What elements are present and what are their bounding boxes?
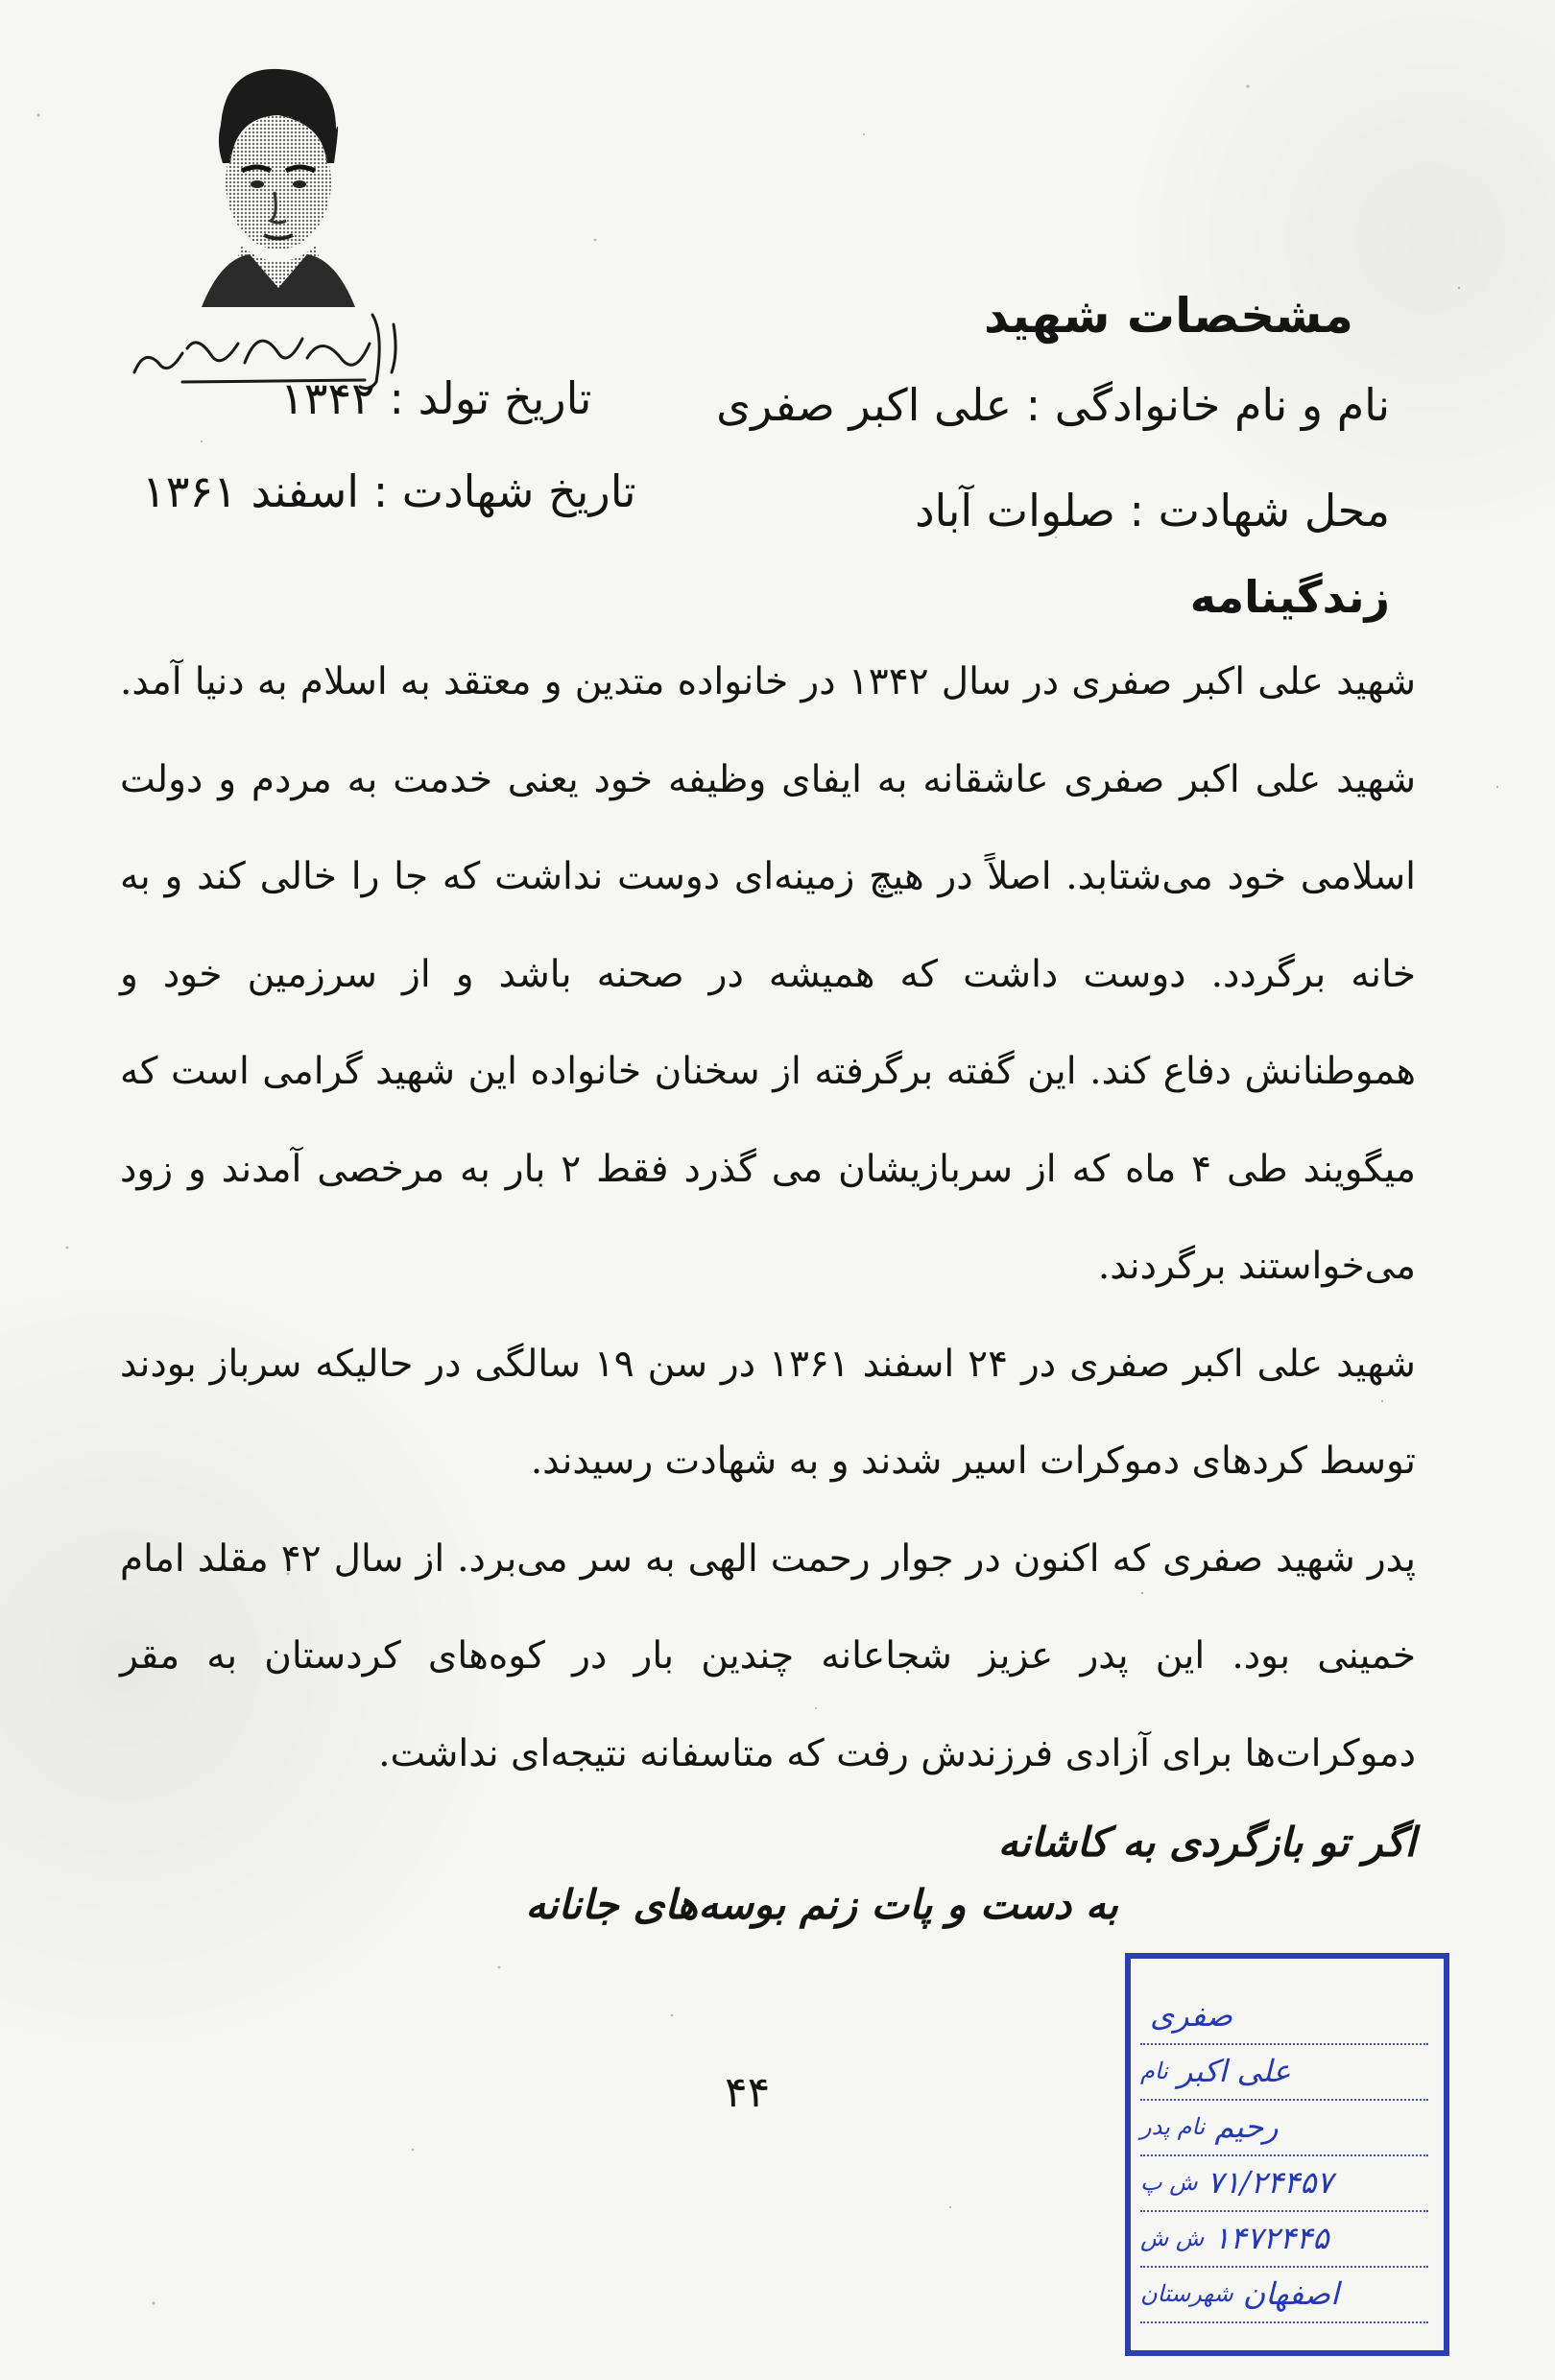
stamp-row-value: صفری (1150, 1997, 1233, 2034)
stamp-row-value: ۷۱/۲۴۴۵۷ (1207, 2164, 1333, 2201)
portrait-photo (182, 58, 365, 307)
poem-line-1: اگر تو بازگردی به کاشانه (997, 1819, 1416, 1866)
stamp-row-value: علی اکبر (1177, 2053, 1291, 2089)
record-stamp (1125, 1953, 1449, 2356)
stamp-row (1140, 2045, 1428, 2101)
biography-paragraph: پدر شهید صفری که اکنون در جوار رحمت الهی به سر می‌برد. از سال ۴۲ مقلد امام خمینی بود. این پدر عزیز شجاعانه چندین بار در کوه‌های کردستان به مقر دموکرات‌ها برای آزادی فرزندش رفت که متاسفانه نتیجه‌ای نداشت. (120, 1536, 1416, 1775)
stamp-row-label: ش ش (1140, 2225, 1205, 2251)
stamp-row-value: ۱۴۷۲۴۴۵ (1213, 2220, 1329, 2256)
stamp-rows (1140, 1989, 1428, 2323)
stamp-row-label: شهرستان (1140, 2280, 1233, 2307)
page-number: ۴۴ (725, 2068, 771, 2117)
biography-paragraph: شهید علی اکبر صفری در ۲۴ اسفند ۱۳۶۱ در سن ۱۹ سالگی در حالیکه سرباز بودند توسط کردهای دموکرات اسیر شدند و به شهادت رسیدند. (120, 1342, 1416, 1483)
stamp-row-label: ش پ (1140, 2169, 1198, 2196)
biography-paragraph: شهید علی اکبر صفری در سال ۱۳۴۲ در خانواده متدین و معتقد به اسلام به دنیا آمد. شهید علی اکبر صفری عاشقانه به ایفای وظیفه خود یعنی خدمت به مردم و دولت اسلامی خود می‌شتابد. اصلاً در هیچ زمینه‌ای دوست نداشت که جا را خالی کند و به خانه برگردد. دوست داشت که همیشه در صحنه باشد و از سرزمین خود و هموطنانش دفاع کند. این گفته برگرفته از سخنان خانواده این شهید گرامی است که میگویند طی ۴ ماه که از سربازیشان می گذرد فقط ۲ بار به مرخصی آمدند و زود می‌خواستند برگردند. (120, 660, 1416, 1288)
martyrdom-date-line: تاریخ شهادت : اسفند ۱۳۶۱ (142, 465, 636, 517)
stamp-row-value: اصفهان (1242, 2275, 1339, 2312)
birth-date-line: تاریخ تولد : ۱۳۴۲ (280, 372, 592, 424)
poem-line-2: به دست و پات زنم بوسه‌های جانانه (525, 1881, 1118, 1928)
stamp-row (1140, 2212, 1428, 2268)
stamp-row (1140, 1989, 1428, 2045)
stamp-row-label: نام (1140, 2058, 1168, 2084)
biography-heading: زندگینامه (1189, 571, 1390, 623)
stamp-row (1140, 2101, 1428, 2156)
portrait-block (125, 48, 413, 365)
martyrdom-place-line: محل شهادت : صلوات آباد (915, 485, 1390, 536)
biography-text (120, 633, 1416, 1802)
stamp-row (1140, 2268, 1428, 2323)
name-line: نام و نام خانوادگی : علی اکبر صفری (716, 379, 1390, 431)
stamp-row-label: نام پدر (1140, 2113, 1206, 2140)
page-title: مشخصات شهید (983, 288, 1353, 344)
stamp-row (1140, 2156, 1428, 2212)
stamp-row-value: رحیم (1214, 2108, 1279, 2145)
